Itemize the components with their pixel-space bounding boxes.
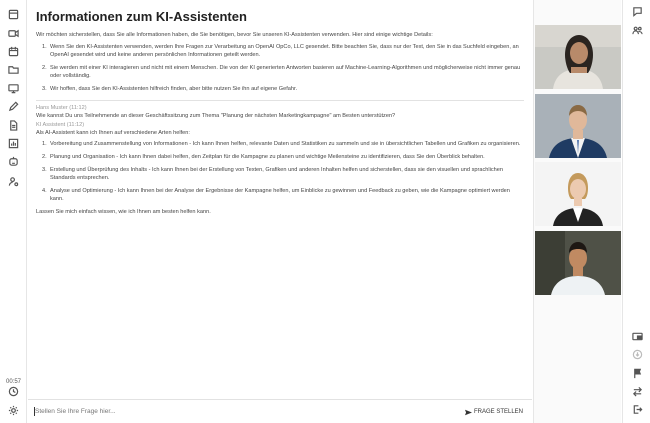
picture-in-picture-icon[interactable] <box>632 331 643 342</box>
intro-text: Wir möchten sicherstellen, dass Sie alle Informationen haben, die Sie benötigen, bevor Sie unseren KI-Assistenten verwenden. Hier sind einige wichtige Details: <box>36 32 433 38</box>
chat-icon[interactable] <box>632 6 643 17</box>
participant-video-3[interactable] <box>535 162 621 226</box>
participant-video-2[interactable] <box>535 94 621 158</box>
ai-outro: Lassen Sie mich einfach wissen, wie ich Ihnen am besten helfen kann. <box>36 209 211 215</box>
clock-icon <box>8 386 19 397</box>
right-sidebar <box>622 0 650 423</box>
folder-icon[interactable] <box>8 64 19 75</box>
download-icon[interactable] <box>632 349 643 360</box>
ai-list <box>36 140 524 203</box>
list-item: 2. Planung und Organisation - Ich kann Ihnen dabei helfen, den Zeitplan für die Kampagne zu planen und wichtige Meilensteine zu identifizieren, dass Sie den Überblick behalten. <box>42 154 485 160</box>
video-icon[interactable] <box>8 28 19 39</box>
user-settings-icon[interactable] <box>8 176 19 187</box>
swap-icon[interactable] <box>632 386 643 397</box>
list-item: 2. Sie werden mit einer KI interagieren und nicht mit einem Menschen. Die von der KI generierten Antworten basieren auf Machine-Learning-Algorithmen und möglicherweise nicht immer genau oder vollständig. <box>42 65 521 79</box>
question-input[interactable]: Stellen Sie Ihre Frage hier... <box>35 408 116 415</box>
pen-icon[interactable] <box>8 101 19 112</box>
list-item: 3. Erstellung und Überprüfung des Inhalts - Ich kann Ihnen bei der Erstellung von Texten, Grafiken und anderen Inhalten helfen und sicherstellen, dass sie den visuellen und sprachlichen Standards entsprechen. <box>42 167 503 181</box>
send-icon <box>465 409 472 416</box>
timer-label: 00:57 <box>5 379 21 385</box>
list-item: 1. Vorbereitung und Zusammenstellung von Informationen - Ich kann Ihnen helfen, relevante Daten und Statistiken zu sammeln und sie in übersichtlichen Tabellen und Grafiken zu organisieren. <box>42 141 521 147</box>
main-panel <box>28 0 532 399</box>
ask-question-button[interactable] <box>461 406 527 418</box>
participant-video-1[interactable] <box>535 25 621 89</box>
info-list <box>36 43 524 93</box>
user-message: Wie kannst Du uns Teilnehmende an dieser Geschäftssitzung zum Thema "Planung der nächsten Marketingkampagne" am Besten unterstützen? <box>36 113 396 119</box>
flag-icon[interactable] <box>632 368 643 379</box>
divider <box>36 100 524 101</box>
monitor-icon[interactable] <box>8 83 19 94</box>
user-message-meta: Hans Muster (11:12) <box>36 105 87 111</box>
settings-icon[interactable] <box>8 405 19 416</box>
participants-icon[interactable] <box>632 25 643 36</box>
list-item: 3. Wir hoffen, dass Sie den KI-Assistenten hilfreich finden, aber bitte nutzen Sie ihn auf eigene Gefahr. <box>42 86 298 92</box>
logout-icon[interactable] <box>632 404 643 415</box>
ai-intro: Als AI-Assistent kann ich Ihnen auf verschiedene Arten helfen: <box>36 130 190 136</box>
document-icon[interactable] <box>8 120 19 131</box>
ai-assistant-icon[interactable] <box>8 156 19 167</box>
calendar-icon[interactable] <box>8 46 19 57</box>
list-item: 1. Wenn Sie den KI-Assistenten verwenden, werden Ihre Fragen zur Verarbeitung an OpenAI OpCo, LLC gesendet. Bitte beachten Sie, dass nur der Text, den Sie in das Suchfeld eingeben, an OpenAI gesendet wird und keine anderen persönlichen Informationen geteilt werden. <box>42 44 519 58</box>
participant-video-4[interactable] <box>535 231 621 295</box>
participant-video-column <box>533 0 621 423</box>
ai-message-meta: KI Assistent (11:12) <box>36 122 85 128</box>
content-body <box>36 31 524 216</box>
chart-icon[interactable] <box>8 138 19 149</box>
left-sidebar <box>0 0 27 423</box>
page-title: Informationen zum KI-Assistenten <box>36 9 247 24</box>
question-input-bar <box>28 399 532 423</box>
list-item: 4. Analyse und Optimierung - Ich kann Ihnen bei der Analyse der Ergebnisse der Kampagne helfen, um Einblicke zu gewinnen und Feedback zu geben, wie die Kampagne optimiert werden kann. <box>42 188 510 202</box>
home-icon[interactable] <box>8 9 19 20</box>
ask-question-label: FRAGE STELLEN <box>473 409 523 415</box>
